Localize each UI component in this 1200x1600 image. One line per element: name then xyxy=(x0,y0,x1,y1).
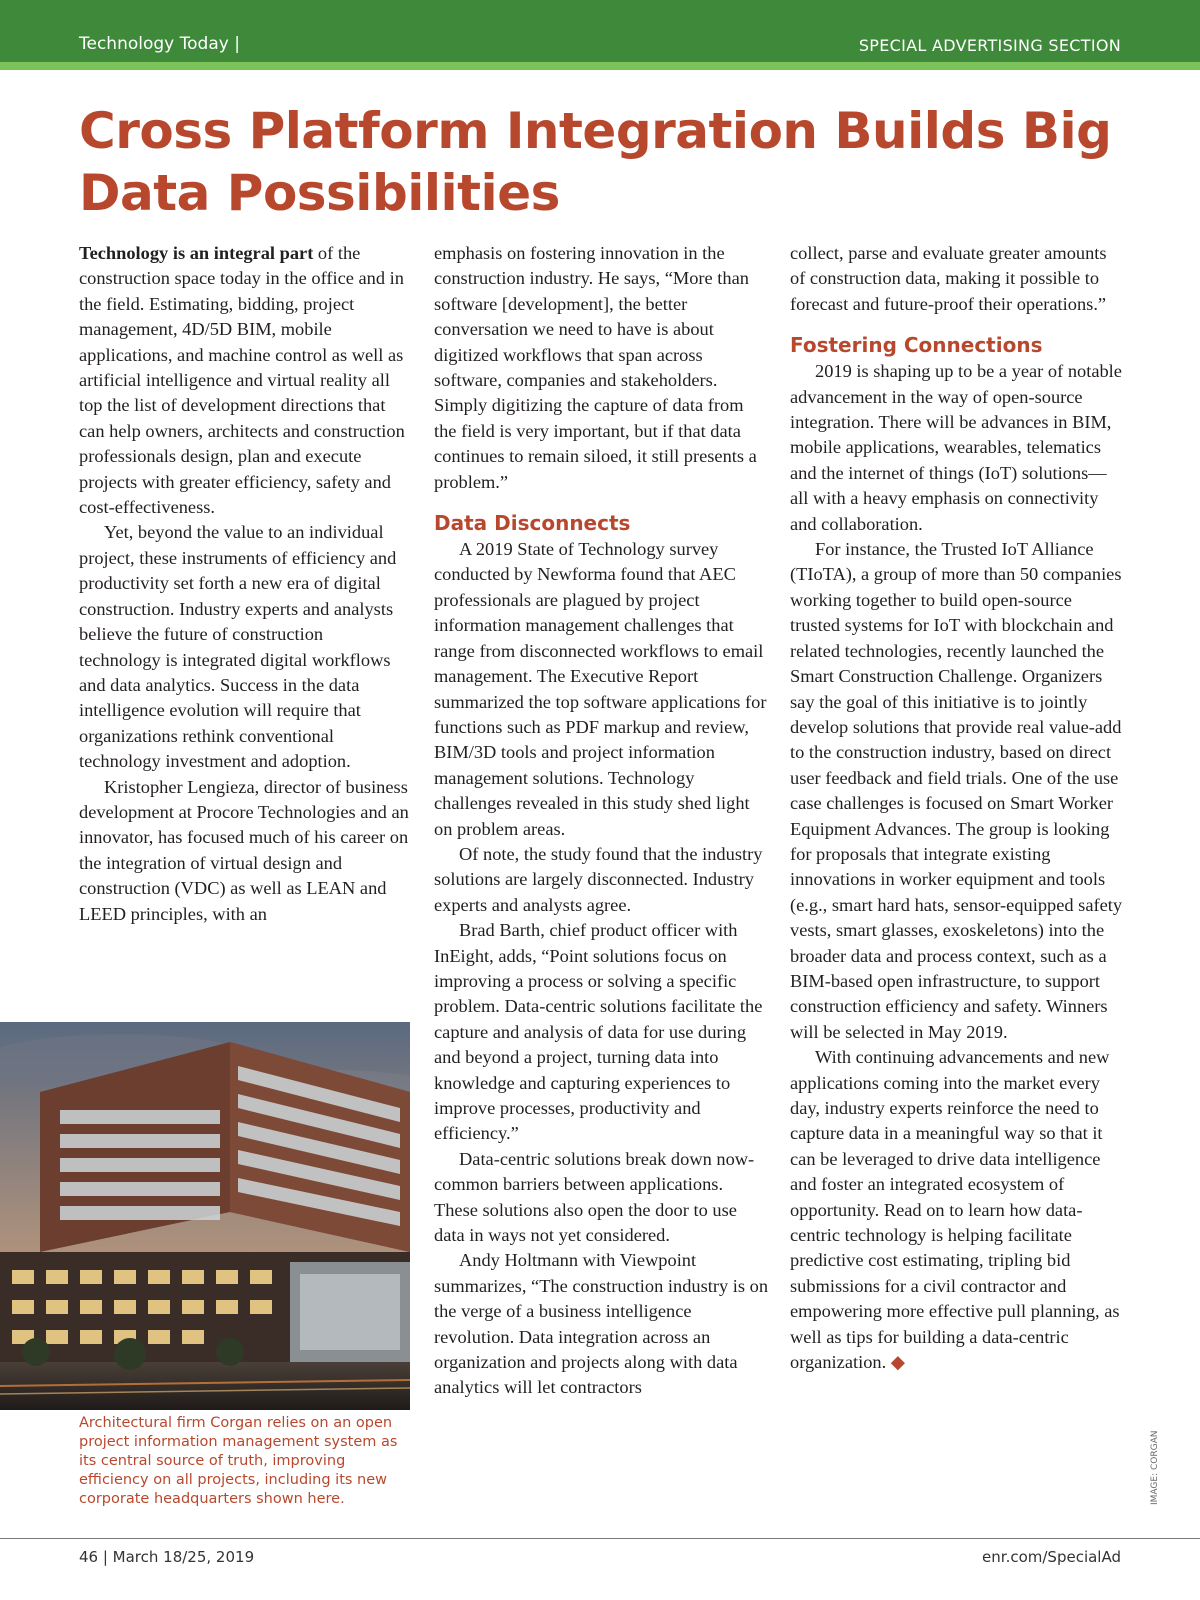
building-photo xyxy=(0,1022,410,1410)
column-1 xyxy=(79,241,409,927)
paragraph: Yet, beyond the value to an individual project, these instruments of efficiency and productivity set forth a new era of digital construction. Industry experts and analysts believe the future of construction technology is integrated digital workflows and data analytics. Success in the data intelligence evolution will require that organizations rethink conventional technology investment and adoption. xyxy=(79,522,397,772)
image-credit: IMAGE: CORGAN xyxy=(1150,1430,1160,1505)
column-3 xyxy=(790,241,1125,1375)
header-bar xyxy=(0,0,1200,62)
paragraph: Andy Holtmann with Viewpoint summarizes, “The construction industry is on the verge of a business intelligence revolution. Data integration across an organization and projects along with data analytics will let contractors xyxy=(434,1250,769,1398)
header-stripe xyxy=(0,62,1200,70)
paragraph: A 2019 State of Technology survey conducted by Newforma found that AEC professionals are plagued by project information management challenges that range from disconnected workflows to email management. The Executive Report summarized the top software applications for functions such as PDF markup and review, BIM/3D tools and project information management solutions. Technology challenges revealed in this study shed light on problem areas. xyxy=(434,539,767,839)
paragraph: Of note, the study found that the industry solutions are largely disconnected. Industry experts and analysts agree. xyxy=(434,843,763,915)
column-2 xyxy=(434,241,769,1401)
paragraph: collect, parse and evaluate greater amounts of construction data, making it possible to forecast and future-proof their operations.” xyxy=(790,243,1107,314)
paragraph: For instance, the Trusted IoT Alliance (TIoTA), a group of more than 50 companies working together to build open-source trusted systems for IoT with blockchain and related technologies, recently launched the Smart Construction Challenge. Organizers say the goal of this initiative is to jointly develop solutions that provide real value-add to the construction industry, based on direct user feedback and field trials. One of the use case challenges is focused on Smart Worker Equipment Advances. The group is looking for proposals that integrate existing innovations in worker equipment and tools (e.g., smart hard hats, sensor-equipped safety vests, smart glasses, exoskeletons) into the broader data and process context, such as a BIM-based open infrastructure, to support construction efficiency and safety. Winners will be selected in May 2019. xyxy=(790,539,1123,1042)
paragraph: Data-centric solutions break down now-common barriers between applications. These solutions also open the door to use data in ways not yet considered. xyxy=(434,1148,755,1246)
footer-url[interactable]: enr.com/SpecialAd xyxy=(982,1548,1121,1566)
lead-in: Technology is an integral part xyxy=(79,243,314,263)
photo-caption: Architectural firm Corgan relies on an open project information management system as its central source of truth, improving efficiency on all projects, including its new corporate headquarters shown here. xyxy=(79,1415,398,1507)
paragraph: Kristopher Lengieza, director of business development at Procore Technologies and an innovator, has focused much of his career on the integration of virtual design and construction (VDC) as well as LEAN and LEED principles, with an xyxy=(79,776,409,924)
section-name: Technology Today | xyxy=(79,34,240,54)
paragraph: 2019 is shaping up to be a year of notable advancement in the way of open-source integration. There will be advances in BIM, mobile applications, wearables, telematics and the internet of things (IoT) solutions—all with a heavy emphasis on connectivity and collaboration. xyxy=(790,361,1122,534)
page-info: 46 | March 18/25, 2019 xyxy=(79,1548,255,1566)
paragraph xyxy=(79,241,409,520)
paragraph: Brad Barth, chief product officer with InEight, adds, “Point solutions focus on improving a process or solving a specific problem. Data-centric solutions facilitate the capture and analysis of data for use during and beyond a project, turning data into knowledge and capturing experiences to improve processes, productivity and efficiency.” xyxy=(434,920,763,1144)
subhead-fostering-connections: Fostering Connections xyxy=(790,333,1043,358)
paragraph-text: With continuing advancements and new applications coming into the market every day, industry experts reinforce the need to capture data in a meaningful way so that it can be leveraged to drive data intelligence and foster an integrated ecosystem of opportunity. Read on to learn how data-centric technology is helping facilitate predictive cost estimating, tripling bid submissions for a civil contractor and empowering more effective pull planning, as well as tips for building a data-centric organization. xyxy=(790,1047,1120,1373)
advertising-label: SPECIAL ADVERTISING SECTION xyxy=(858,36,1121,55)
paragraph xyxy=(790,1045,1125,1375)
subhead-data-disconnects: Data Disconnects xyxy=(434,511,631,536)
paragraph: emphasis on fostering innovation in the construction industry. He says, “More than software [development], the better conversation we need to have is about digitized workflows that span across software, companies and stakeholders. Simply digitizing the capture of data from the field is very important, but if that data continues to remain siloed, it still presents a problem.” xyxy=(434,243,757,492)
end-mark-icon: ◆ xyxy=(890,1352,905,1373)
footer-divider xyxy=(0,1538,1200,1539)
paragraph-text: of the construction space today in the office and in the field. Estimating, bidding, project management, 4D/5D BIM, mobile applications, and machine control as well as artificial intelligence and virtual reality all top the list of development directions that can help owners, architects and construction professionals design, plan and execute projects with greater efficiency, safety and cost-effectiveness. xyxy=(79,243,405,518)
headline: Cross Platform Integration Builds Big Data Possibilities xyxy=(79,102,1112,222)
